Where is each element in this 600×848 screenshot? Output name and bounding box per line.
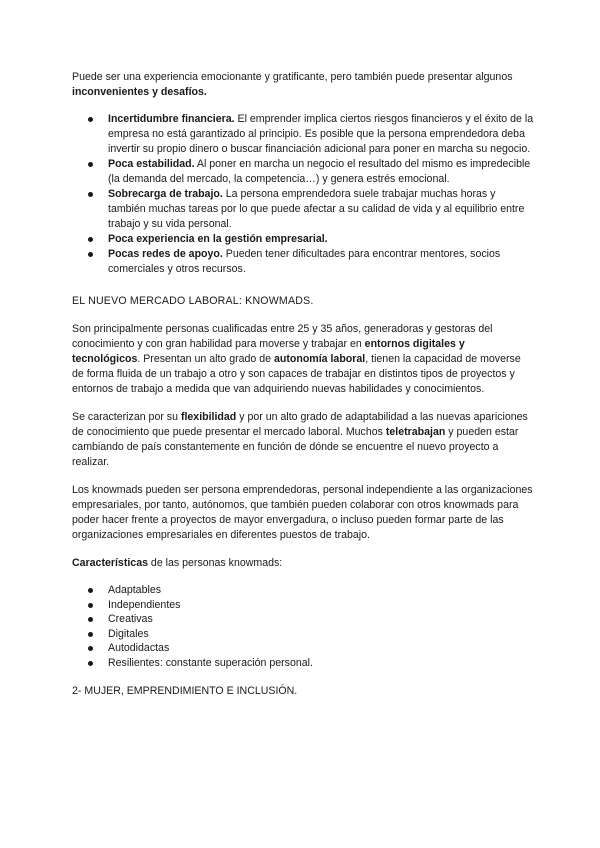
list-item [72,112,534,157]
list-item: Independientes [72,598,534,613]
para-bold: teletrabajan [385,426,446,438]
page-content [72,70,534,699]
item-title: Sobrecarga de trabajo. [108,188,223,200]
item-text: La persona emprendedora suele trabajar muchas horas y también muchas tareas por lo que puede afectar a su calidad de vida y al equilibrio entre trabajo y su vida personal. [108,188,525,230]
list-item: Autodidactas [72,641,534,656]
knowmads-paragraph-1 [72,322,534,397]
para-bold: autonomía laboral [273,353,366,365]
para-text: , tienen la capacidad de moverse de forma fluida de un trabajo a otro y son capaces de trabajar en distintos tipos de proyectos y entornos de trabajo a medida que van adquiriendo nuevas habilidades y conocimientos. [72,353,521,395]
intro-paragraph [72,70,534,100]
knowmads-paragraph-2 [72,410,534,470]
traits-list [72,583,534,671]
item-text: Al poner en marcha un negocio el resultado del mismo es impredecible (la demanda del mercado, la competencia…) y genera estrés emocional. [108,158,531,185]
para-text: Son principalmente personas cualificadas entre 25 y 35 años, generadoras y gestoras del conocimiento y con gran habilidad para moverse y trabajar en [72,323,493,350]
item-title: Poca experiencia en la gestión empresarial. [108,233,328,245]
knowmads-paragraph-3: Los knowmads pueden ser persona emprendedoras, personal independiente a las organizaciones empresariales, por tanto, autónomos, que también pueden colaborar con otros knowmads para poder hacer frente a proyectos de mayor envergadura, o incluso pueden formar parte de las organizaciones empresariales en diferentes puestos de trabajo. [72,484,533,541]
characteristics-label [72,556,534,571]
characteristics-bold: Características [72,557,148,569]
list-item [72,247,534,277]
challenges-list [72,112,534,277]
item-text: El emprender implica ciertos riesgos financieros y el éxito de la empresa no está garantizado al principio. Es posible que la persona emprendedora deba invertir su propio dinero o buscar financiación adicional para poner en marcha su negocio. [108,113,534,155]
list-item: Adaptables [72,583,534,598]
para-bold: entornos digitales y tecnológicos [72,338,465,365]
para-text: y pueden estar cambiando de país constantemente en función de dónde se encuentre el nuevo proyecto a realizar. [72,426,519,468]
para-text: Se caracterizan por su [72,411,181,423]
para-text: . Presentan un alto grado de [137,353,274,365]
item-title: Pocas redes de apoyo. [108,248,223,260]
intro-bold: inconvenientes y desafíos. [72,86,207,98]
item-text: Pueden tener dificultades para encontrar mentores, socios comerciales y otros recursos. [108,248,501,275]
list-item [72,157,534,187]
section-heading-mujer: 2- MUJER, EMPRENDIMIENTO E INCLUSIÓN. [72,684,298,697]
item-title: Incertidumbre financiera. [108,113,235,125]
list-item: Digitales [72,627,534,642]
para-text: y por un alto grado de adaptabilidad a las nuevas apariciones de conocimiento que puede presentar el mercado laboral. Muchos [72,411,528,438]
para-bold: flexibilidad [180,411,237,423]
list-item: Resilientes: constante superación personal. [72,656,534,671]
list-item: Creativas [72,612,534,627]
item-title: Poca estabilidad. [108,158,195,170]
intro-text: Puede ser una experiencia emocionante y gratificante, pero también puede presentar algunos [72,71,513,83]
section-heading-knowmads: EL NUEVO MERCADO LABORAL: KNOWMADS. [72,295,314,307]
list-item [72,232,534,247]
characteristics-text: de las personas knowmads: [147,557,283,569]
list-item [72,187,534,232]
